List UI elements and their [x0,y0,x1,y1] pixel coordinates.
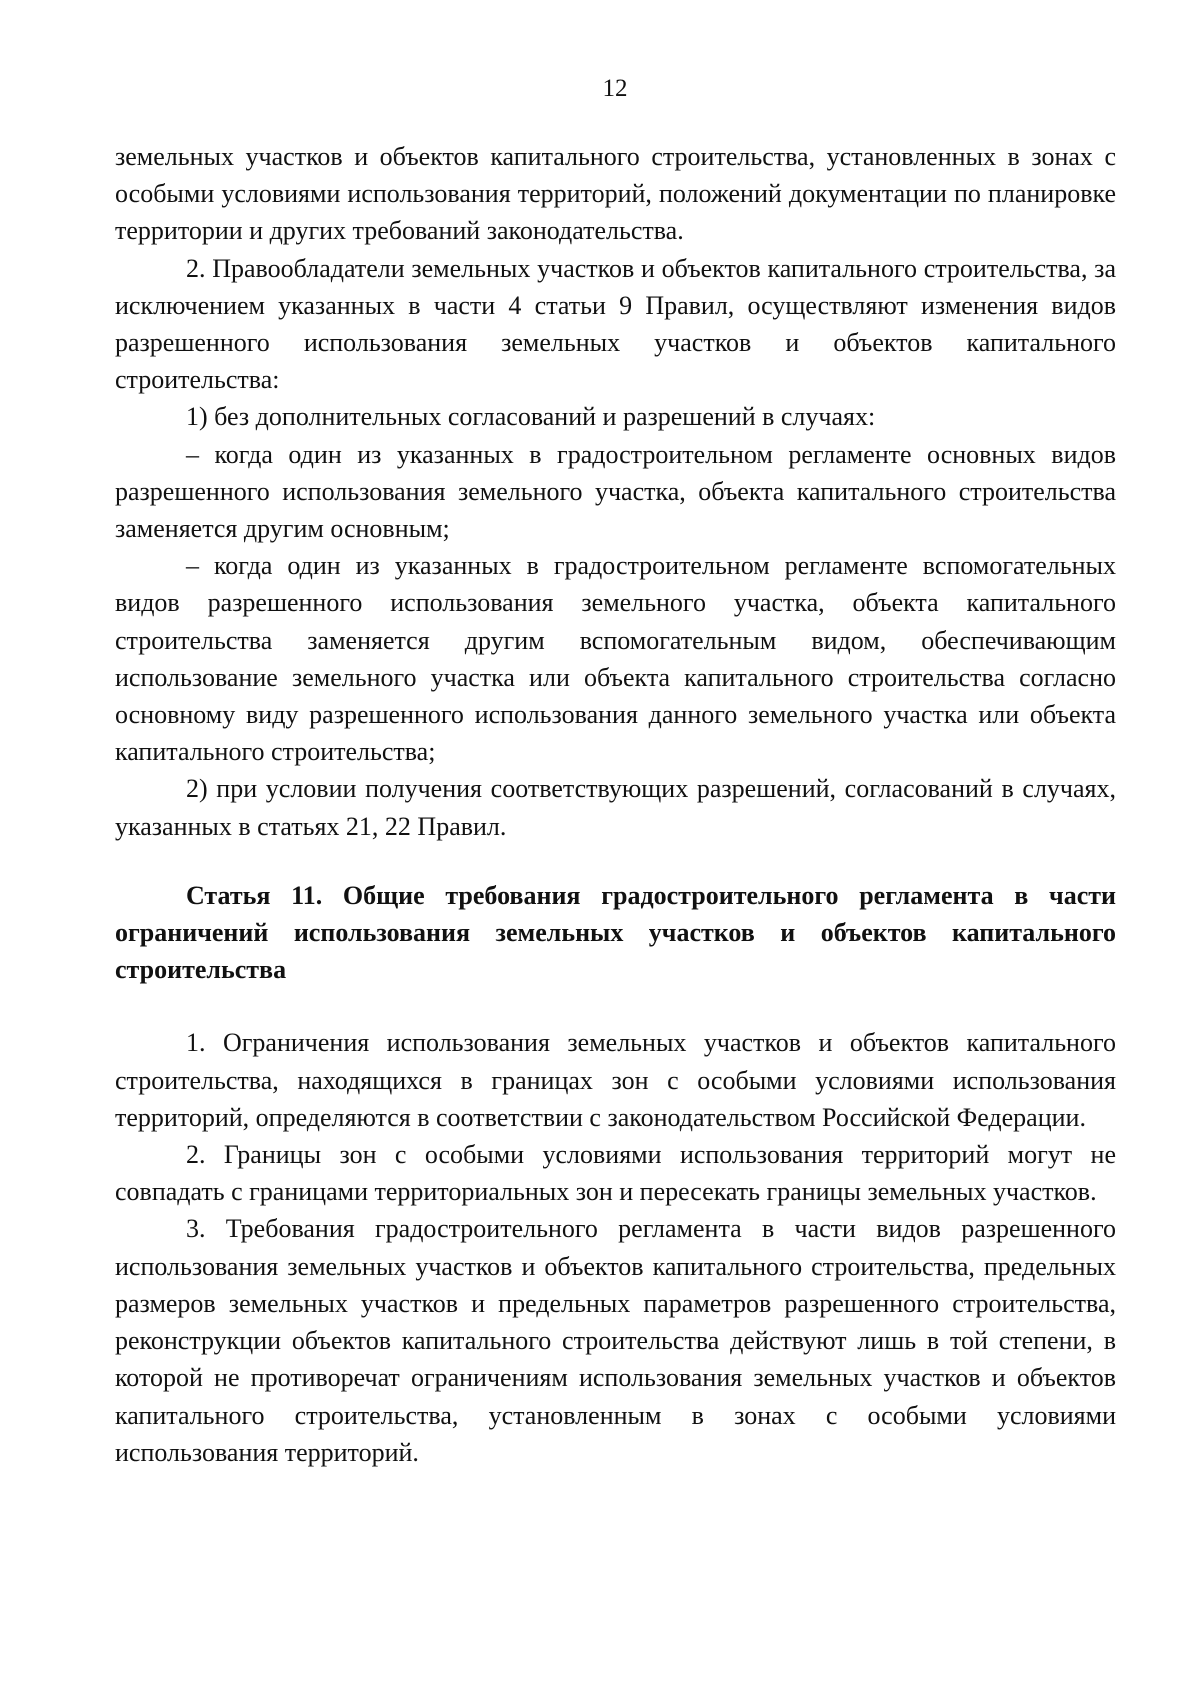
document-body [115,138,1116,1471]
article-heading: Статья 11. Общие требования градостроительного регламента в части ограничений использования земельных участков и объектов капитального строительства [115,880,1116,985]
paragraph-dash-item-1: – когда один из указанных в градостроительном регламенте основных видов разрешенного использования земельного участка, объекта капитального строительства заменяется другим основным; [115,439,1116,544]
paragraph-dash-item-2: – когда один из указанных в градостроительном регламенте вспомогательных видов разрешенного использования земельного участка, объекта капитального строительства заменяется другим вспомогательным видом, обеспечивающим использование земельного участка или объекта капитального строительства согласно основному виду разрешенного использования данного земельного участка или объекта капитального строительства; [115,551,1116,767]
paragraph-subitem-2: 2) при условии получения соответствующих разрешений, согласований в случаях, указанных в статьях 21, 22 Правил. [115,774,1116,841]
page-number: 12 [602,75,628,102]
paragraph-subitem-1: 1) без дополнительных согласований и разрешений в случаях: [186,402,876,432]
paragraph-item-2: 2. Правообладатели земельных участков и объектов капитального строительства, за исключением указанных в части 4 статьи 9 Правил, осуществляют изменения видов разрешенного использования земельных участков и объектов капитального строительства: [115,253,1116,395]
article-paragraph-3: 3. Требования градостроительного регламента в части видов разрешенного использования земельных участков и объектов капитального строительства, предельных размеров земельных участков и предельных параметров разрешенного строительства, реконструкции объектов капитального строительства действуют лишь в той степени, в которой не противоречат ограничениям использования земельных участков и объектов капитального строительства, установленным в зонах с особыми условиями использования территорий. [115,1214,1116,1467]
article-paragraph-2: 2. Границы зон с особыми условиями использования территорий могут не совпадать с границами территориальных зон и пересекать границы земельных участков. [115,1140,1116,1207]
article-paragraph-1: 1. Ограничения использования земельных участков и объектов капитального строительства, находящихся в границах зон с особыми условиями использования территорий, определяются в соответствии с законодательством Российской Федерации. [115,1028,1116,1132]
paragraph-continuation: земельных участков и объектов капитального строительства, установленных в зонах с особыми условиями использования территорий, положений документации по планировке территории и других требований законодательства. [115,142,1116,246]
